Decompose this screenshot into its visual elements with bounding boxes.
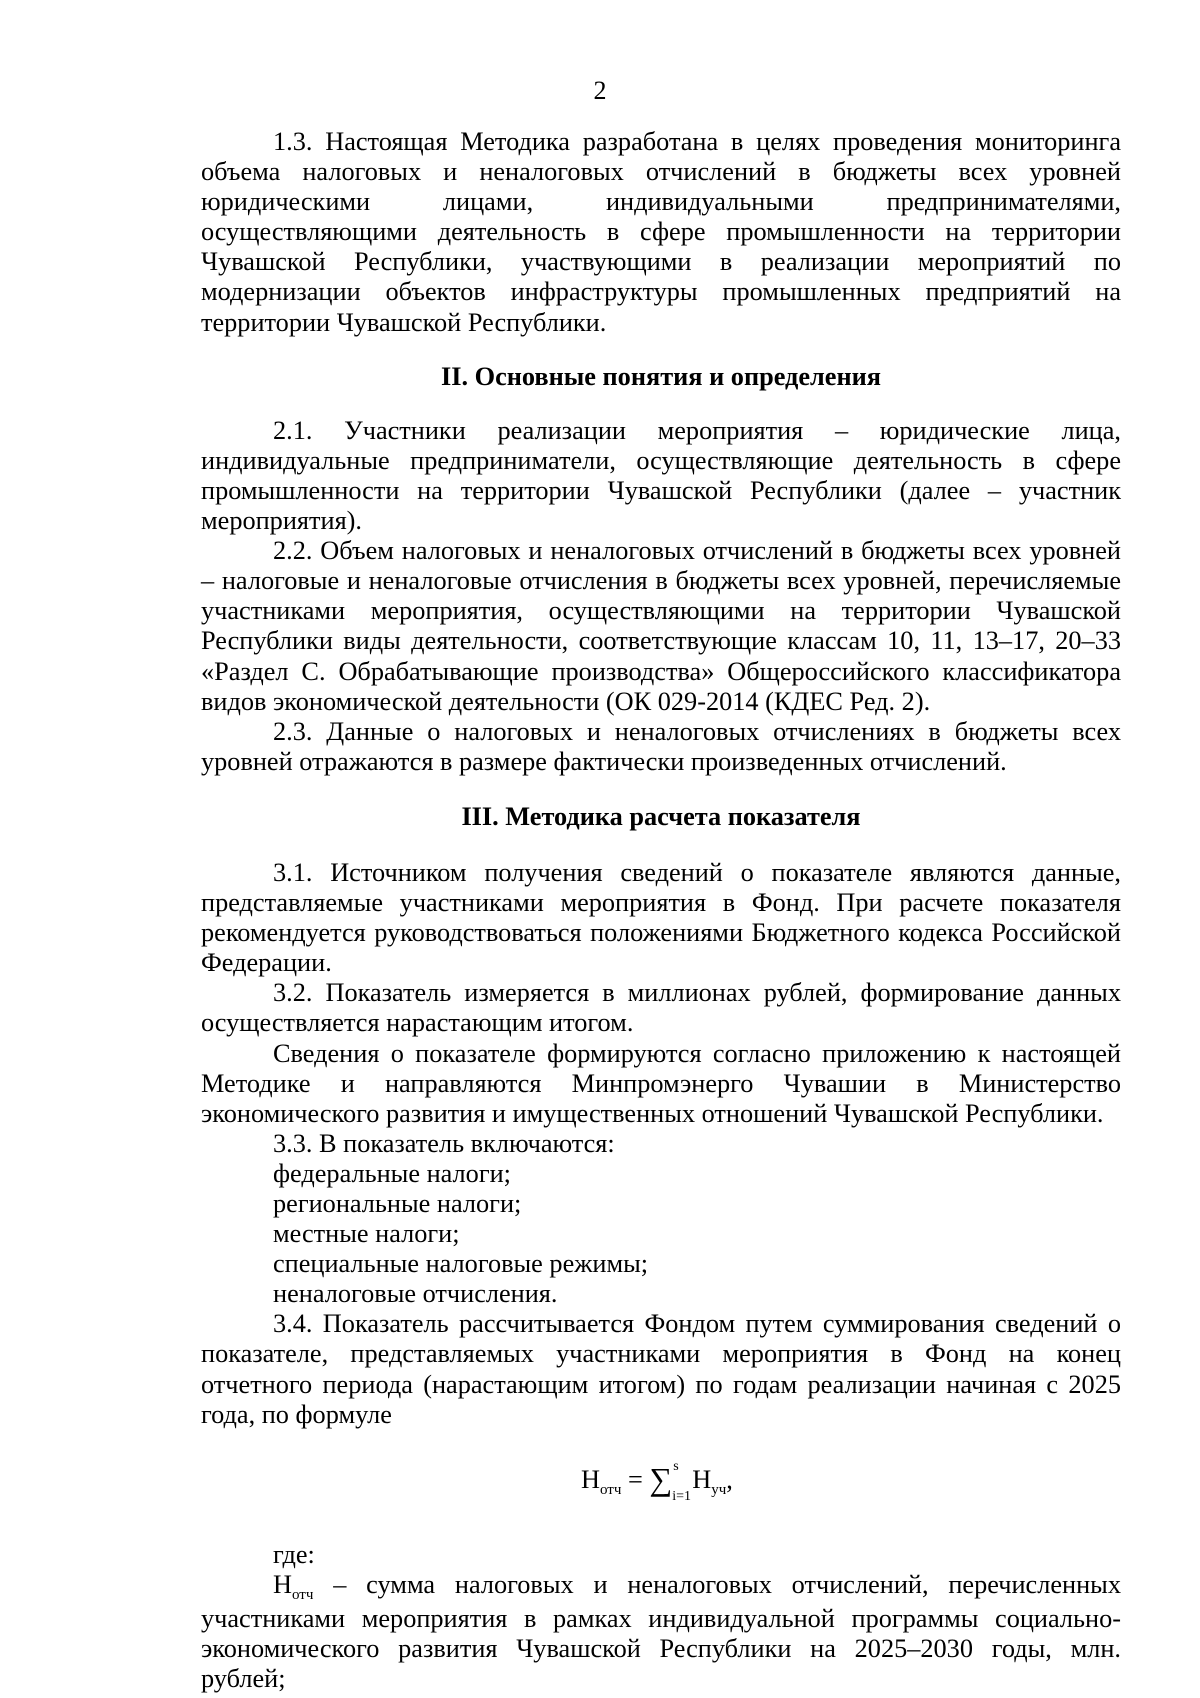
where-label: где:: [273, 1539, 315, 1569]
list-item: региональные налоги;: [273, 1189, 522, 1218]
formula-rhs-subscript: уч: [711, 1481, 727, 1498]
list-item: специальные налоговые режимы;: [273, 1249, 649, 1279]
sum-lower-limit: i=1: [672, 1488, 692, 1504]
formula-lhs-subscript: отч: [600, 1481, 622, 1498]
paragraph-3-4: 3.4. Показатель рассчитывается Фондом путем суммирования сведений о показателе, представляемых участниками мероприятия в Фонд на конец отчетного периода (нарастающим итогом) по годам реализации начиная с 2025 года, по формуле: [201, 1309, 1121, 1429]
paragraph-2-1: 2.1. Участники реализации мероприятия – юридические лица, индивидуальные предприниматели, осуществляющие деятельность в сфере промышленности на территории Чувашской Республики (далее – участник мероприятия).: [201, 415, 1121, 536]
paragraph-1-3: 1.3. Настоящая Методика разработана в целях проведения мониторинга объема налоговых и неналоговых отчислений в бюджеты всех уровней юридическими лицами, индивидуальными предпринимателями, осуществляющими деятельность в сфере промышленности на территории Чувашской Республики, участвующими в реализации мероприятий по модернизации объектов инфраструктуры промышленных предприятий на территории Чувашской Республики.: [201, 127, 1121, 337]
document-body: [201, 127, 1121, 1694]
page-number: 2: [593, 76, 607, 105]
formula-expression: [581, 1458, 733, 1504]
formula-equals: =: [627, 1464, 643, 1494]
formula-lhs-symbol: Н: [581, 1464, 600, 1494]
paragraph-2-2: 2.2. Объем налоговых и неналоговых отчислений в бюджеты всех уровней – налоговые и неналоговые отчисления в бюджеты всех уровней, перечисляемые участниками мероприятия, осуществляющими на территории Чувашской Республики виды деятельности, соответствующие классам 10, 11, 13–17, 20–33 «Раздел C. Обрабатывающие производства» Общероссийского классификатора видов экономической деятельности (ОК 029-2014 (КДЕС Ред. 2).: [201, 536, 1121, 716]
list-item: местные налоги;: [273, 1219, 460, 1249]
sum-upper-limit: s: [673, 1458, 679, 1474]
sum-formula: [201, 1444, 1121, 1518]
section-3-heading: III. Методика расчета показателя: [461, 801, 861, 831]
paragraph-3-3: 3.3. В показатель включаются:: [273, 1128, 615, 1158]
definition-subscript: отч: [292, 1586, 314, 1603]
paragraph-3-1: 3.1. Источником получения сведений о показателе являются данные, представляемые участниками мероприятия в Фонд. При расчете показателя рекомендуется руководствоваться положениями Бюджетного кодекса Российской Федерации.: [201, 857, 1121, 978]
list-item: федеральные налоги;: [273, 1158, 511, 1188]
sum-limits: [672, 1458, 692, 1504]
definition-paragraph: [201, 1570, 1121, 1694]
sigma-symbol: ∑: [649, 1460, 673, 1497]
definition-symbol: Н: [273, 1569, 292, 1599]
paragraph-2-3: 2.3. Данные о налоговых и неналоговых отчислениях в бюджеты всех уровней отражаются в размере фактически произведенных отчислений.: [201, 716, 1121, 776]
formula-trailing-comma: ,: [726, 1464, 733, 1494]
definition-text: – сумма налоговых и неналоговых отчислений, перечисленных участниками мероприятия в рамках индивидуальной программы социально-экономического развития Чувашской Республики на 2025–2030 годы, млн. рублей;: [201, 1569, 1121, 1694]
formula-rhs-symbol: Н: [692, 1464, 712, 1494]
paragraph-3-2: 3.2. Показатель измеряется в миллионах рублей, формирование данных осуществляется нарастающим итогом.: [201, 978, 1121, 1038]
list-item: неналоговые отчисления.: [273, 1279, 558, 1309]
section-2-heading: II. Основные понятия и определения: [441, 361, 881, 391]
paragraph-3-2-info: Сведения о показателе формируются согласно приложению к настоящей Методике и направляются Минпромэнерго Чувашии в Министерство экономического развития и имущественных отношений Чувашской Республики.: [201, 1038, 1121, 1128]
